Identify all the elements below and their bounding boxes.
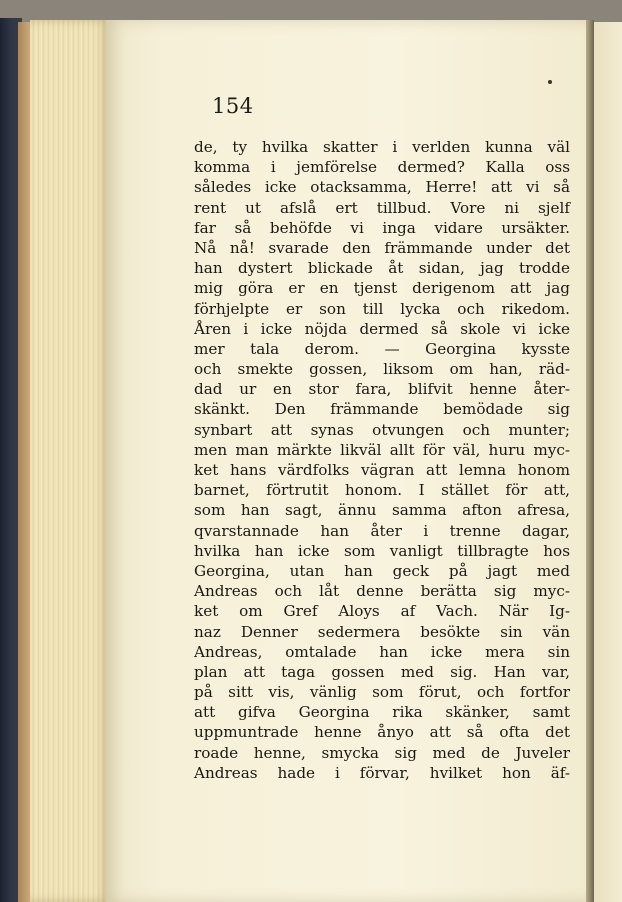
text-line: att gifva Georgina rika skänker, samt	[194, 703, 570, 722]
text-line: plan att taga gossen med sig. Han var,	[194, 662, 570, 681]
page-text	[194, 137, 570, 783]
text-line: komma i jemförelse dermed? Kalla oss	[194, 158, 570, 177]
right-page-edge	[594, 22, 622, 902]
text-line: dad ur en stor fara, blifvit henne åter-	[194, 380, 570, 399]
text-line: rent ut afslå ert tillbud. Vore ni sjelf	[194, 198, 570, 217]
text-line: Andreas och låt denne berätta sig myc-	[194, 582, 570, 601]
text-line: Andreas, omtalade han icke mera sin	[194, 642, 570, 661]
text-line: roade henne, smycka sig med de Juveler	[194, 743, 570, 762]
paper-speck	[548, 80, 552, 84]
text-line: hvilka han icke som vanligt tillbragte hos	[194, 541, 570, 560]
text-line: Georgina, utan han geck på jagt med	[194, 561, 570, 580]
text-line: Andreas hade i förvar, hvilket hon äf-	[194, 763, 570, 782]
text-line: men man märkte likväl allt för väl, huru myc-	[194, 440, 570, 459]
text-line: och smekte gossen, liksom om han, räd-	[194, 360, 570, 379]
text-line: barnet, förtrutit honom. I stället för att,	[194, 481, 570, 500]
page-stack-edges	[30, 20, 110, 902]
text-line: far så behöfde vi inga vidare ursäkter.	[194, 218, 570, 237]
text-line: uppmuntrade henne ånyo att så ofta det	[194, 723, 570, 742]
text-line: synbart att synas otvungen och munter;	[194, 420, 570, 439]
text-line: som han sagt, ännu samma afton afresa,	[194, 501, 570, 520]
text-line: skänkt. Den främmande bemödade sig	[194, 400, 570, 419]
text-line: således icke otacksamma, Herre! att vi så	[194, 178, 570, 197]
text-line: mig göra er en tjenst derigenom att jag	[194, 279, 570, 298]
text-line: på sitt vis, vänlig som förut, och fortfor	[194, 683, 570, 702]
text-line: Åren i icke nöjda dermed så skole vi icke	[194, 319, 570, 338]
text-line: ket hans värdfolks vägran att lemna honom	[194, 461, 570, 479]
text-line: Nå nå! svarade den främmande under det	[194, 238, 570, 257]
text-line: naz Denner sedermera besökte sin vän	[194, 622, 570, 641]
text-line: mer tala derom. — Georgina kysste	[194, 339, 570, 358]
text-line: qvarstannade han åter i trenne dagar,	[194, 521, 570, 540]
text-line: han dystert blickade åt sidan, jag trodde	[194, 259, 570, 278]
page-gutter	[586, 20, 594, 902]
text-line: förhjelpte er son till lycka och rikedom.	[194, 299, 570, 318]
text-line: ket om Gref Aloys af Vach. När Ig-	[194, 602, 570, 621]
text-line: de, ty hvilka skatter i verlden kunna väl	[194, 138, 570, 156]
page-number: 154	[212, 94, 254, 118]
